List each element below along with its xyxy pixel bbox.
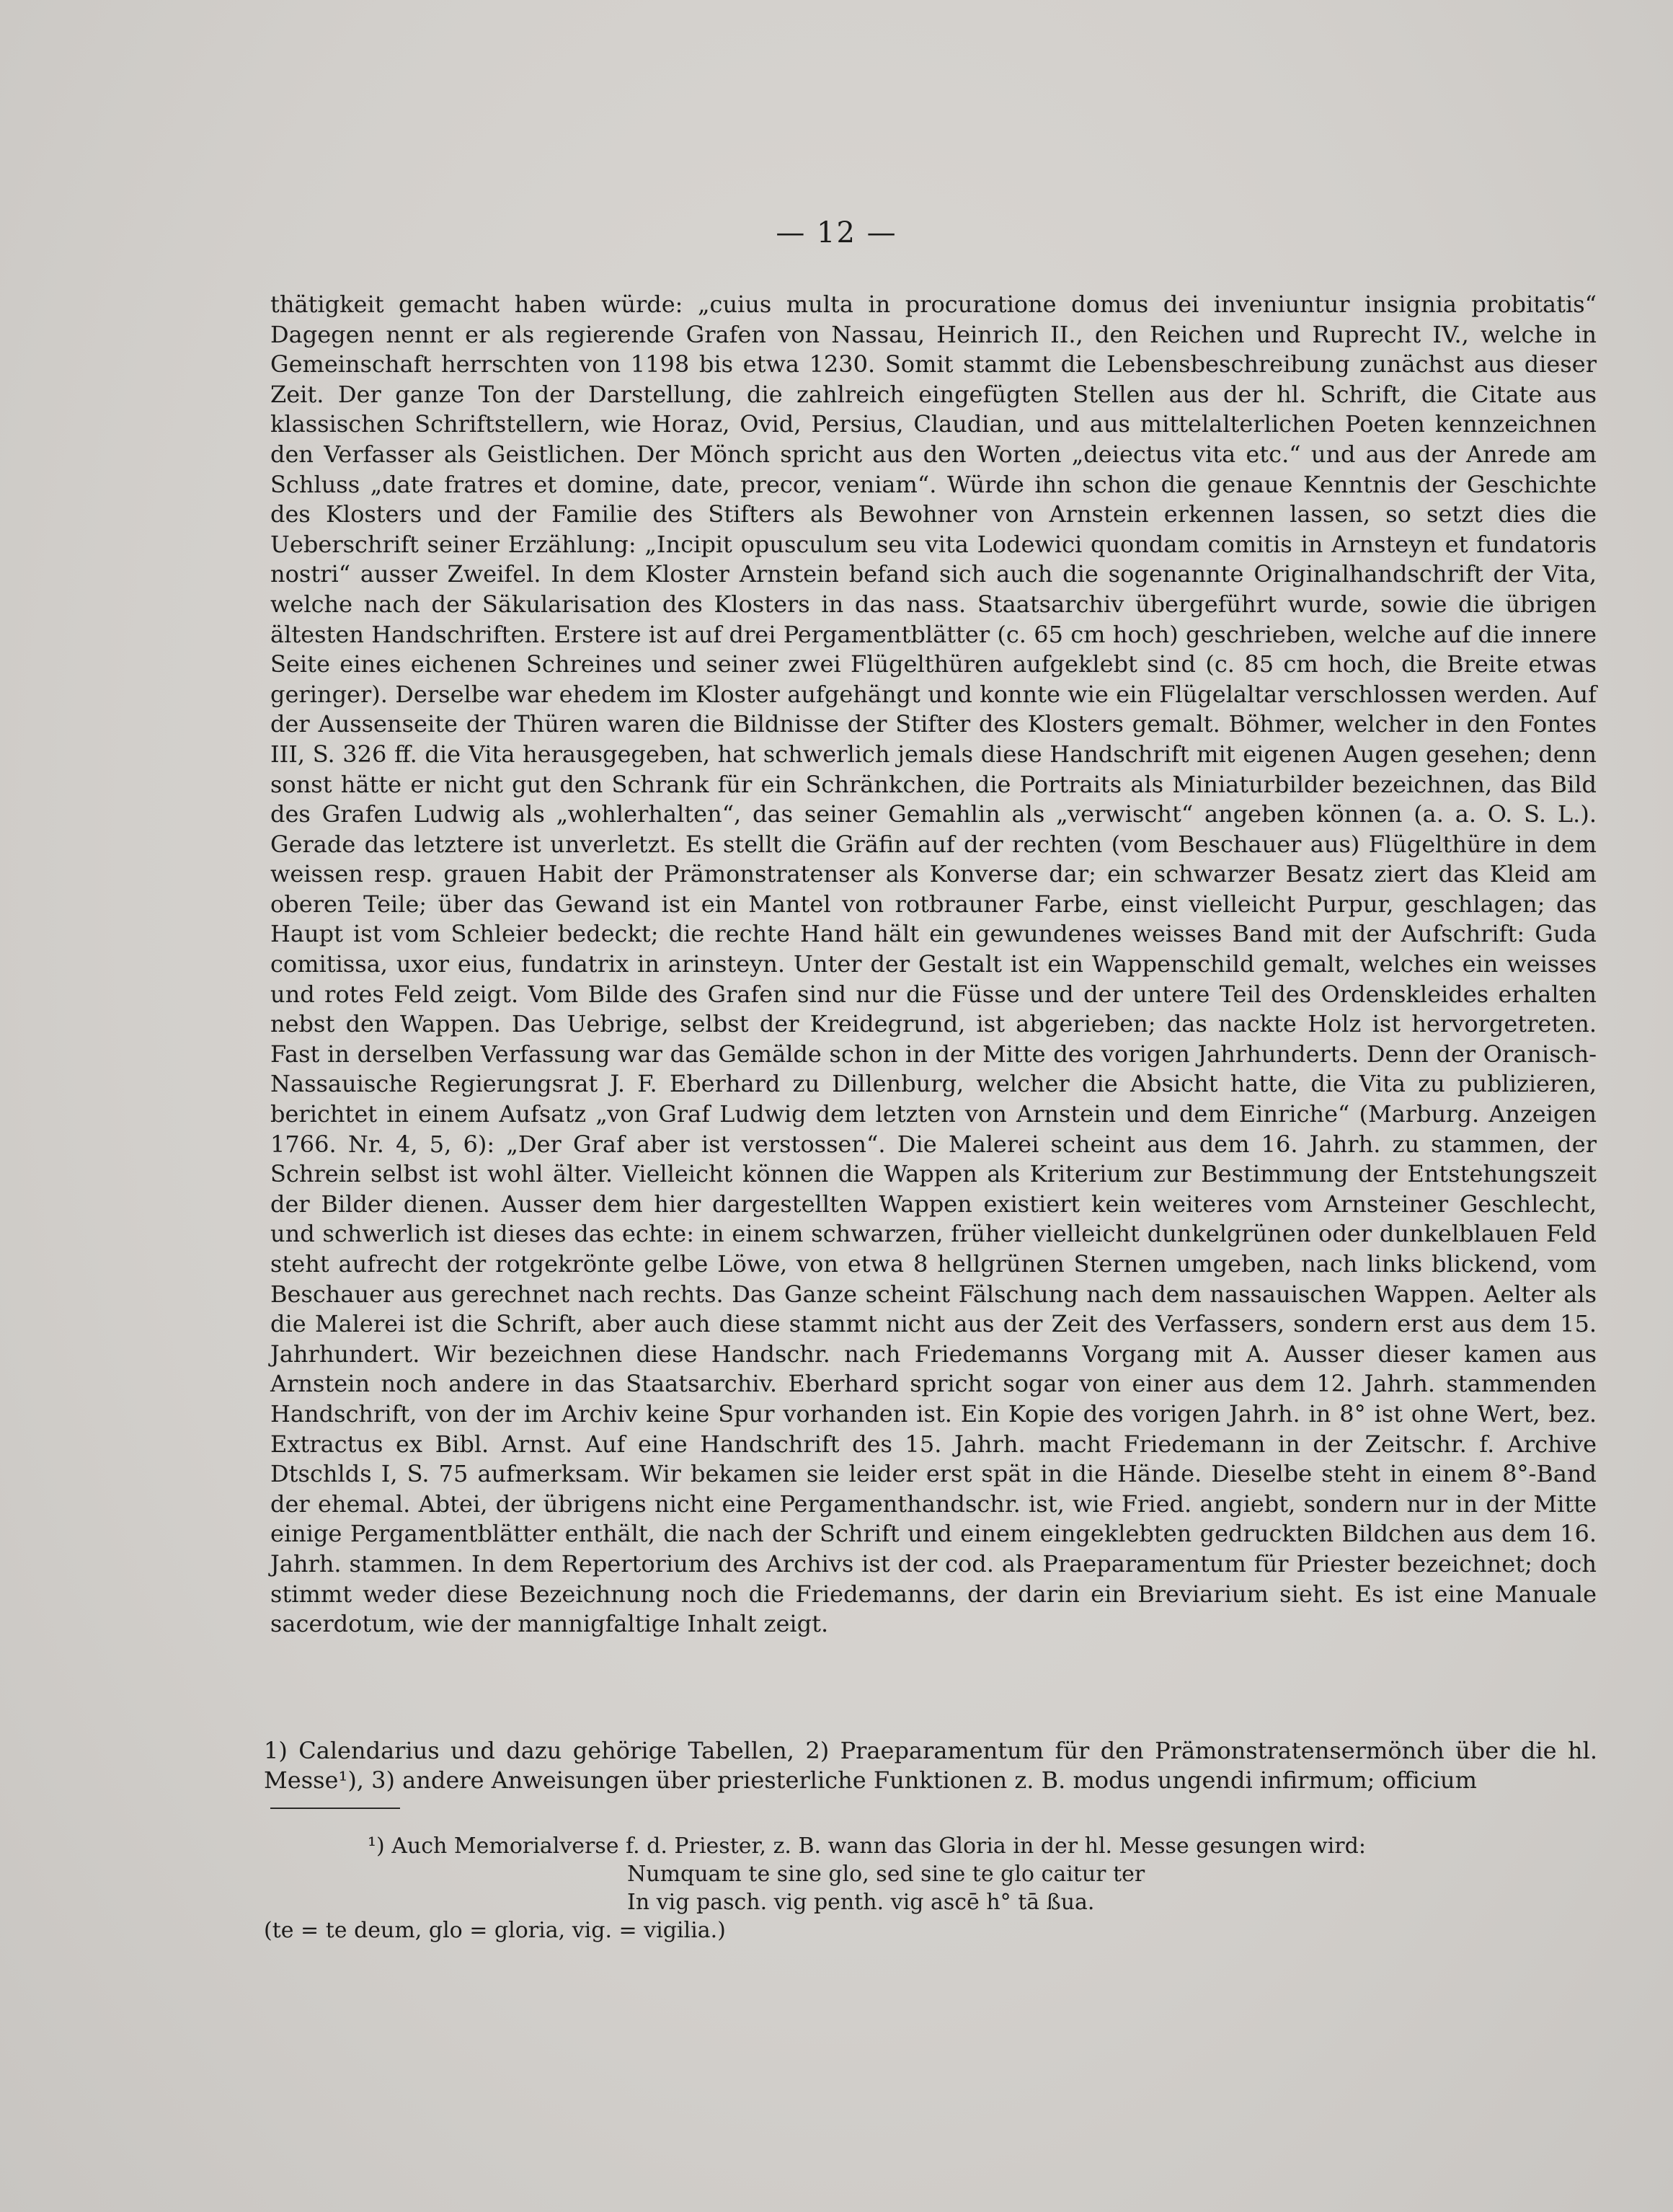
page-number: — 12 —: [776, 216, 897, 249]
footnote-divider: [270, 1808, 400, 1809]
main-paragraph: thätigkeit gemacht haben würde: „cuius multa in procuratione domus dei inveniuntur insignia probitatis“ Dagegen nennt er als regierende Grafen von Nassau, Heinrich II., den Reichen und Ruprecht IV., welche in Gemeinschaft herrschten von 1198 bis etwa 1230. Somit stammt die Lebensbeschreibung zunächst aus dieser Zeit. Der ganze Ton der Darstellung, die zahlreich eingefügten Stellen aus der hl. Schrift, die Citate aus klassischen Schriftstellern, wie Horaz, Ovid, Persius, Claudian, und aus mittelalterlichen Poeten kennzeichnen den Verfasser als Geistlichen. Der Mönch spricht aus den Worten „deiectus vita etc.“ und aus der Anrede am Schluss „date fratres et domine, date, precor, veniam“. Würde ihn schon die genaue Kenntnis der Geschichte des Klosters und der Familie des Stifters als Bewohner von Arnstein erkennen lassen, so setzt dies die Ueberschrift seiner Erzählung: „Incipit opusculum seu vita Lodewici quondam comitis in Arnsteyn et fundatoris nostri“ ausser Zweifel. In dem Kloster Arnstein befand sich auch die sogenannte Originalhandschrift der Vita, welche nach der Säkularisation des Klosters in das nass. Staatsarchiv übergeführt wurde, sowie die übrigen ältesten Handschriften. Erstere ist auf drei Pergamentblätter (c. 65 cm hoch) geschrieben, welche auf die innere Seite eines eichenen Schreines und seiner zwei Flügelthüren aufgeklebt sind (c. 85 cm hoch, die Breite etwas geringer). Derselbe war ehedem im Kloster aufgehängt und konnte wie ein Flügelaltar verschlossen werden. Auf der Aussenseite der Thüren waren die Bildnisse der Stifter des Klosters gemalt. Böhmer, welcher in den Fontes III, S. 326 ff. die Vita herausgegeben, hat schwerlich jemals diese Handschrift mit eigenen Augen gesehen; denn sonst hätte er nicht gut den Schrank für ein Schränkchen, die Portraits als Miniaturbilder bezeichnen, das Bild des Grafen Ludwig als „wohlerhalten“, das seiner Gemahlin als „verwischt“ angeben können (a. a. O. S. L.). Gerade das letztere ist unverletzt. Es stellt die Gräfin auf der rechten (vom Beschauer aus) Flügelthüre in dem weissen resp. grauen Habit der Prämonstratenser als Konverse dar; ein schwarzer Besatz ziert das Kleid am oberen Teile; über das Gewand ist ein Mantel von rotbrauner Farbe, einst vielleicht Purpur, geschlagen; das Haupt ist vom Schleier bedeckt; die rechte Hand hält ein gewundenes weisses Band mit der Aufschrift: Guda comitissa, uxor eius, fundatrix in arinsteyn. Unter der Gestalt ist ein Wappenschild gemalt, welches ein weisses und rotes Feld zeigt. Vom Bilde des Grafen sind nur die Füsse und der untere Teil des Ordenskleides erhalten nebst den Wappen. Das Uebrige, selbst der Kreidegrund, ist abgerieben; das nackte Holz ist hervorgetreten. Fast in derselben Verfassung war das Gemälde schon in der Mitte des vorigen Jahrhunderts. Denn der Oranisch-Nassauische Regierungsrat J. F. Eberhard zu Dillenburg, welcher die Absicht hatte, die Vita zu publizieren, berichtet in einem Aufsatz „von Graf Ludwig dem letzten von Arnstein und dem Einriche“ (Marburg. Anzeigen 1766. Nr. 4, 5, 6): „Der Graf aber ist verstossen“. Die Malerei scheint aus dem 16. Jahrh. zu stammen, der Schrein selbst ist wohl älter. Vielleicht können die Wappen als Kriterium zur Bestimmung der Entstehungszeit der Bilder dienen. Ausser dem hier dargestellten Wappen existiert kein weiteres vom Arnsteiner Geschlecht, und schwerlich ist dieses das echte: in einem schwarzen, früher vielleicht dunkelgrünen oder dunkelblauen Feld steht aufrecht der rotgekrönte gelbe Löwe, von etwa 8 hellgrünen Sternen umgeben, nach links blickend, vom Beschauer aus gerechnet nach rechts. Das Ganze scheint Fälschung nach dem nassauischen Wappen. Aelter als die Malerei ist die Schrift, aber auch diese stammt nicht aus der Zeit des Verfassers, sondern erst aus dem 15. Jahrhundert. Wir bezeichnen diese Handschr. nach Friedemanns Vorgang mit A. Ausser dieser kamen aus Arnstein noch andere in das Staatsarchiv. Eberhard spricht sogar von einer aus dem 12. Jahrh. stammenden Handschrift, von der im Archiv keine Spur vorhanden ist. Ein Kopie des vorigen Jahrh. in 8° ist ohne Wert, bez. Extractus ex Bibl. Arnst. Auf eine Handschrift des 15. Jahrh. macht Friedemann in der Zeitschr. f. Archive Dtschlds I, S. 75 aufmerksam. Wir bekamen sie leider erst spät in die Hände. Dieselbe steht in einem 8°-Band der ehemal. Abtei, der übrigens nicht eine Pergamenthandschr. ist, wie Fried. angiebt, sondern nur in der Mitte einige Pergamentblätter enthält, die nach der Schrift und einem eingeklebten gedruckten Bildchen aus dem 16. Jahrh. stammen. In dem Repertorium des Archivs ist der cod. als Praeparamentum für Priester bezeichnet; doch stimmt weder diese Bezeichnung noch die Friedemanns, der darin ein Breviarium sieht. Es ist eine Manuale sacerdotum, wie der mannigfaltige Inhalt zeigt.: [270, 291, 1597, 1638]
footnote-gloss: (te = te deum, glo = gloria, vig. = vigilia.): [264, 1918, 726, 1943]
footnote: ¹) Auch Memorialverse f. d. Priester, z. B. wann das Gloria in der hl. Messe gesungen wird:: [368, 1833, 1366, 1859]
contents-paragraph: 1) Calendarius und dazu gehörige Tabellen, 2) Praeparamentum für den Prämonstratensermönch über die hl. Messe¹), 3) andere Anweisungen über priesterliche Funktionen z. B. modus ungendi infirmum; officium: [264, 1737, 1597, 1794]
footnote-verse-line-1: Numquam te sine glo, sed sine te glo caitur ter: [627, 1862, 1145, 1887]
footnote-verse-line-2: In vig pasch. vig penth. vig ascē h° tā ßua.: [627, 1890, 1095, 1915]
